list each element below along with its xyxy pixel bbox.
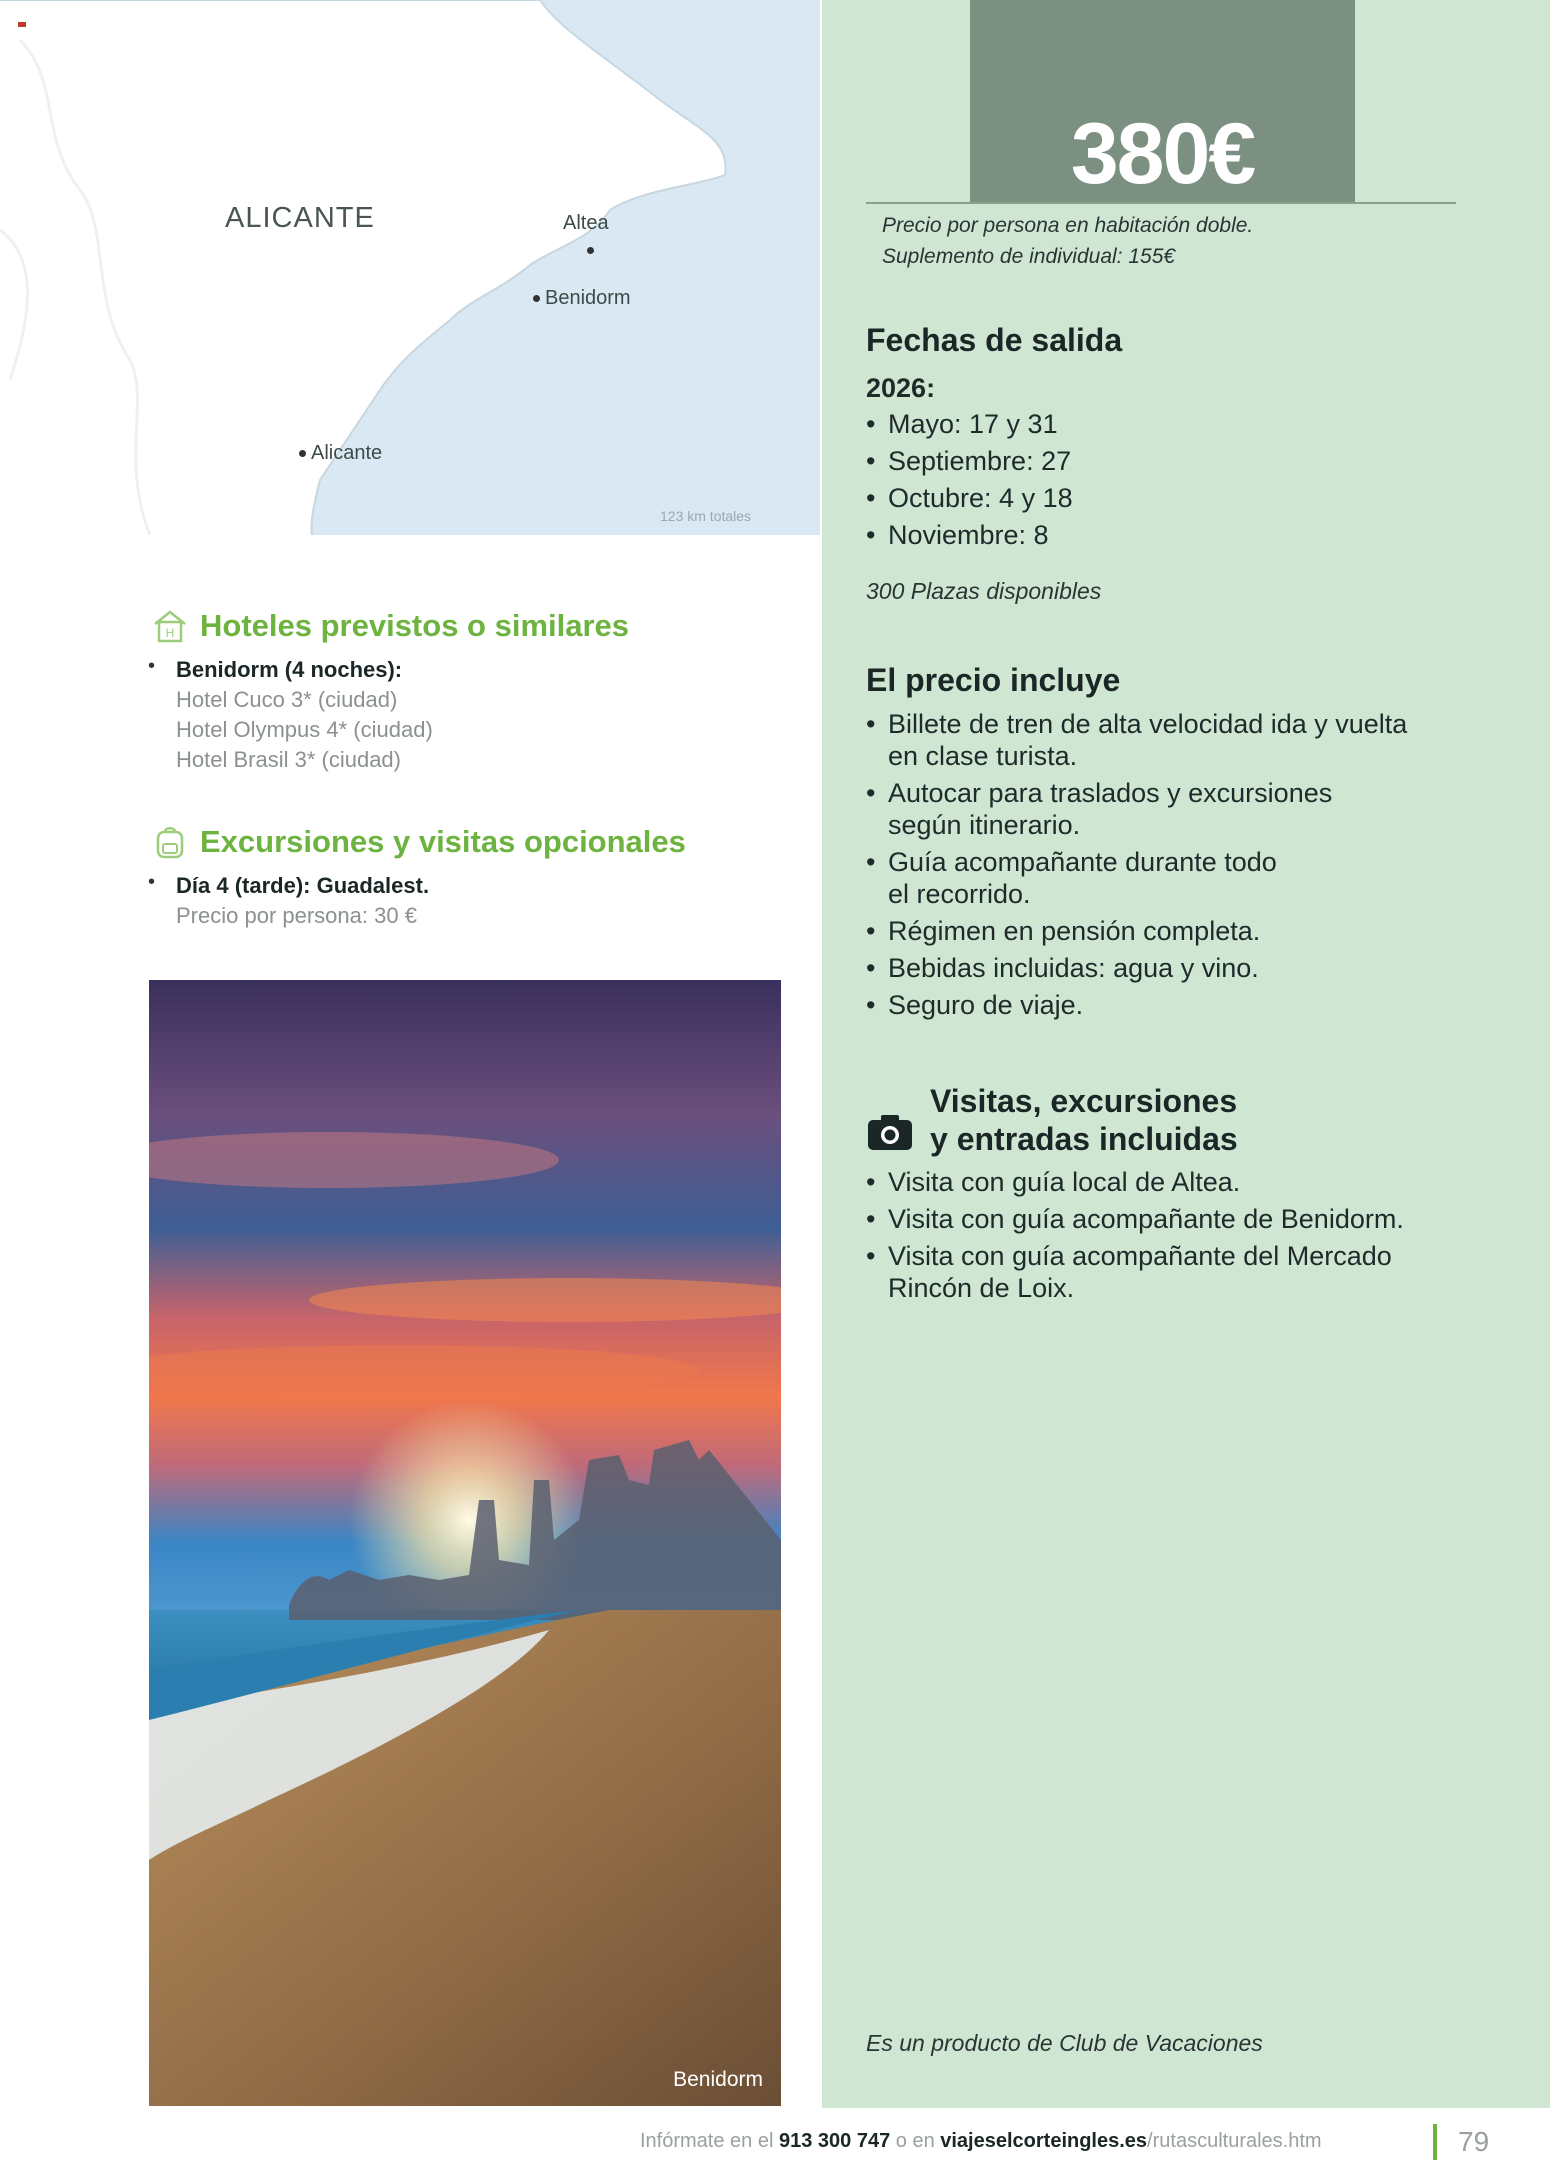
price-amount: 380€ [1070, 106, 1255, 202]
product-note: Es un producto de Club de Vacaciones [866, 2030, 1263, 2056]
include-item: • Guía acompañante durante todo el recorrido. [866, 846, 1407, 910]
optional-list [148, 871, 429, 931]
svg-text:H: H [165, 626, 175, 640]
dates-list [866, 408, 1073, 556]
map-dot-altea [587, 242, 599, 260]
backpack-icon [152, 824, 188, 860]
route-map [0, 0, 820, 535]
price-note [882, 210, 1253, 272]
price-note-single: Suplemento de individual: 155€ [882, 245, 1176, 268]
dates-title: Fechas de salida [866, 322, 1123, 358]
include-item: • Autocar para traslados y excursiones según itinerario. [866, 777, 1407, 841]
visit-item: • Visita con guía acompañante de Benidorm. [866, 1203, 1404, 1235]
include-item: • Seguro de viaje. [866, 989, 1407, 1021]
hotel-group [148, 655, 433, 775]
date-item: • Noviembre: 8 [866, 519, 1073, 551]
visits-list [866, 1166, 1404, 1309]
optional-item [148, 871, 429, 931]
price-note-double: Precio por persona en habitación doble. [882, 214, 1254, 237]
map-city-benidorm: Benidorm [533, 287, 631, 310]
optional-title: Excursiones y visitas opcionales [200, 824, 686, 859]
optional-day: • Día 4 (tarde): Guadalest. [176, 873, 430, 898]
map-marker [18, 22, 26, 27]
map-region-label: ALICANTE [225, 202, 375, 234]
visit-item: • Visita con guía acompañante del Mercado Rincón de Loix. [866, 1240, 1404, 1304]
hotels-title: Hoteles previstos o similares [200, 608, 630, 643]
hotel-icon [152, 608, 188, 644]
footer-contact: Infórmate en el 913 300 747 o en viajeselcorteingles.es/rutasculturales.htm [640, 2130, 1322, 2152]
date-item: • Mayo: 17 y 31 [866, 408, 1073, 440]
benidorm-photo [149, 980, 781, 2106]
date-item: • Octubre: 4 y 18 [866, 482, 1073, 514]
price-divider [866, 202, 1456, 204]
map-scale: 123 km totales [660, 508, 752, 524]
photo-caption: Benidorm [673, 2068, 763, 2091]
footer-divider [1433, 2124, 1437, 2160]
seats-available: 300 Plazas disponibles [866, 578, 1102, 604]
map-city-altea: Altea [563, 212, 609, 234]
date-item: • Septiembre: 27 [866, 445, 1073, 477]
camera-icon [866, 1112, 914, 1152]
map-coastline [0, 0, 820, 535]
include-item: • Bebidas incluidas: agua y vino. [866, 952, 1407, 984]
include-item: • Régimen en pensión completa. [866, 915, 1407, 947]
include-item: • Billete de tren de alta velocidad ida y vuelta en clase turista. [866, 708, 1407, 772]
page-number: 79 [1458, 2126, 1490, 2157]
hotel-item: Hotel Cuco 3* (ciudad) [176, 687, 398, 712]
dates-year: 2026: [866, 373, 936, 403]
info-panel [822, 0, 1550, 2108]
includes-title: El precio incluye [866, 662, 1121, 698]
hotel-item: Hotel Olympus 4* (ciudad) [176, 717, 433, 742]
hotel-item: Hotel Brasil 3* (ciudad) [176, 747, 401, 772]
footer-site[interactable]: viajeselcorteingles.es [940, 2130, 1148, 2152]
beach-sunset-image [149, 980, 781, 2106]
hotels-list [148, 655, 433, 775]
footer-phone: 913 300 747 [778, 2130, 891, 2152]
visit-item: • Visita con guía local de Altea. [866, 1166, 1404, 1198]
hotel-city: • Benidorm (4 noches): [176, 657, 403, 682]
optional-price: Precio por persona: 30 € [176, 903, 417, 928]
visits-title: Visitas, excursiones y entradas incluidas [930, 1083, 1238, 1157]
includes-list [866, 708, 1407, 1026]
map-city-alicante: Alicante [299, 442, 382, 465]
